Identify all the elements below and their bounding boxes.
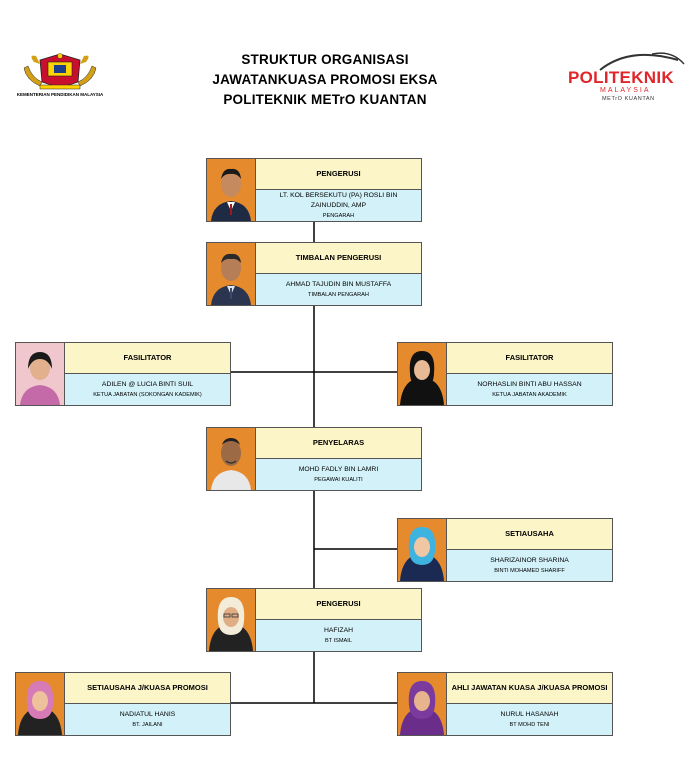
avatar: [16, 673, 65, 735]
person-name: NURUL HASANAH: [500, 710, 559, 718]
node-fasilitator-right: [397, 342, 613, 406]
ministry-caption: KEMENTERIAN PENDIDIKAN MALAYSIA: [16, 92, 104, 97]
avatar: [398, 343, 447, 405]
avatar: [207, 243, 256, 305]
person-name: ADILEN @ LUCIA BINTI SUIL: [101, 380, 194, 388]
person-details: [256, 620, 421, 651]
person-name: AHMAD TAJUDIN BIN MUSTAFFA: [285, 280, 392, 288]
role-title: FASILITATOR: [447, 343, 612, 374]
person-position: BT. JAILANI: [132, 721, 163, 728]
title-line-3: POLITEKNIK METrO KUANTAN: [223, 92, 427, 107]
person-details: [256, 459, 421, 490]
person-position: KETUA JABATAN (SOKONGAN KADEMIK): [93, 391, 202, 398]
person-position: TIMBALAN PENGARAH: [308, 291, 369, 298]
person-photo-icon: [16, 343, 64, 405]
person-photo-icon: [398, 519, 446, 581]
person-details: [65, 704, 230, 735]
person-name: LT. KOL BERSEKUTU (PA) ROSLI BIN ZAINUDDIN, AMP: [279, 191, 398, 209]
person-position: BINTI MOHAMED SHARIFF: [494, 567, 565, 574]
person-photo-icon: [207, 243, 255, 305]
person-details: [65, 374, 230, 405]
person-name: MOHD FADLY BIN LAMRI: [298, 465, 379, 473]
person-details: [256, 190, 421, 221]
avatar: [16, 343, 65, 405]
person-photo-icon: [16, 673, 64, 735]
person-details: [447, 374, 612, 405]
role-title: SETIAUSAHA J/KUASA PROMOSI: [65, 673, 230, 704]
node-pengerusi: [206, 158, 422, 222]
person-photo-icon: [207, 159, 255, 221]
politeknik-wordmark: POLITEKNIK: [568, 68, 674, 87]
role-title: TIMBALAN PENGERUSI: [256, 243, 421, 274]
person-photo-icon: [207, 428, 255, 490]
person-photo-icon: [207, 589, 255, 651]
title-line-2: JAWATANKUASA PROMOSI EKSA: [212, 72, 438, 87]
title-line-1: STRUKTUR ORGANISASI: [241, 52, 409, 67]
avatar: [207, 589, 256, 651]
person-details: [256, 274, 421, 305]
role-title: FASILITATOR: [65, 343, 230, 374]
person-name: SHARIZAINOR SHARINA: [490, 556, 569, 564]
role-title: PENGERUSI: [256, 159, 421, 190]
role-title: AHLI JAWATAN KUASA J/KUASA PROMOSI: [447, 673, 612, 704]
person-position: BT ISMAIL: [325, 637, 352, 644]
node-penyelaras: [206, 427, 422, 491]
person-position: PEGAWAI KUALITI: [314, 476, 363, 483]
avatar: [398, 673, 447, 735]
role-title: PENYELARAS: [256, 428, 421, 459]
politeknik-sub-campus: METrO KUANTAN: [602, 96, 655, 102]
avatar: [207, 428, 256, 490]
person-position: PENGARAH: [322, 212, 355, 219]
node-pengerusi-promosi: [206, 588, 422, 652]
person-name: HAFIZAH: [323, 626, 354, 634]
person-name: NADIATUL HANIS: [119, 710, 176, 718]
person-photo-icon: [398, 673, 446, 735]
avatar: [207, 159, 256, 221]
person-name: NORHASLIN BINTI ABU HASSAN: [477, 380, 582, 388]
role-title: SETIAUSAHA: [447, 519, 612, 550]
person-photo-icon: [398, 343, 446, 405]
node-fasilitator-left: [15, 342, 231, 406]
person-details: [447, 550, 612, 581]
node-timbalan-pengerusi: [206, 242, 422, 306]
person-position: BT MOHD TENI: [509, 721, 550, 728]
node-ahli-jawatankuasa: [397, 672, 613, 736]
node-setiausaha: [397, 518, 613, 582]
node-setiausaha-promosi: [15, 672, 231, 736]
person-position: KETUA JABATAN AKADEMIK: [492, 391, 567, 398]
politeknik-sub-malaysia: MALAYSIA: [600, 87, 651, 94]
avatar: [398, 519, 447, 581]
person-details: [447, 704, 612, 735]
role-title: PENGERUSI: [256, 589, 421, 620]
